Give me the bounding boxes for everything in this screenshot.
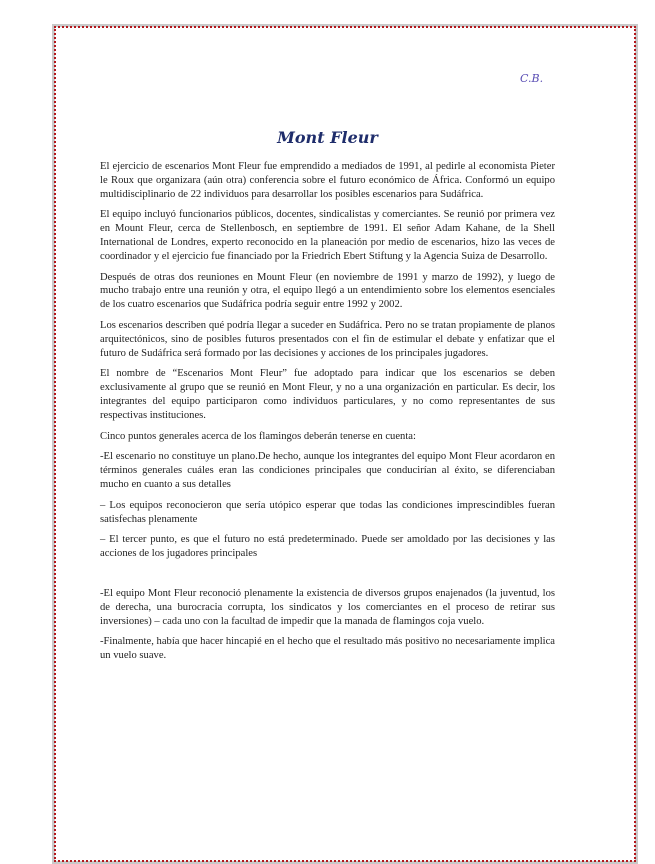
list-item: -El escenario no constituye un plano.De hecho, aunque los integrantes del equipo Mont Fleur acordaron en términos generales cuáles eran las condiciones principales que conducirían al éxito, se diferenciaban mucho en cuanto a sus detalles	[100, 451, 555, 490]
paragraph: El ejercicio de escenarios Mont Fleur fue emprendido a mediados de 1991, al pedirle al economista Pieter le Roux que organizara (aún otra) conferencia sobre el futuro económico de África. Conformó un equipo multidisciplinario de 22 individuos para desarrollar los posibles escenarios para Sudáfrica.	[100, 161, 555, 200]
list-item: -Finalmente, había que hacer hincapié en el hecho que el resultado más positivo no necesariamente implica un vuelo suave.	[100, 636, 555, 662]
document-body	[100, 160, 555, 670]
header-initials: C.B.	[520, 72, 544, 85]
list-item: – El tercer punto, es que el futuro no está predeterminado. Puede ser amoldado por las decisiones y las acciones de los jugadores principales	[100, 534, 555, 560]
list-item: – Los equipos reconocieron que sería utópico esperar que todas las condiciones imprescindibles fueran satisfechas plenamente	[100, 499, 555, 525]
list-item: -El equipo Mont Fleur reconoció plenamente la existencia de diversos grupos enajenados (la juventud, los de derecha, una burocracia corrupta, los sindicatos y los comerciantes en el proceso de retirar sus inversiones) – cada uno con la facultad de impedir que la manada de flamingos coja vuelo.	[100, 587, 555, 627]
paragraph: El nombre de “Escenarios Mont Fleur” fue adoptado para indicar que los escenarios se deben exclusivamente al grupo que se reunió en Mont Fleur, y no a una organización en particular. Es decir, los integrantes del equipo participaron como individuos particulares, y no como representantes de sus respectivas instituciones.	[100, 368, 555, 421]
document-title: Mont Fleur	[277, 128, 378, 147]
paragraph: Cinco puntos generales acerca de los flamingos deberán tenerse en cuenta:	[100, 430, 416, 442]
paragraph: Los escenarios describen qué podría llegar a suceder en Sudáfrica. Pero no se tratan propiamente de planos arquitectónicos, sino de posibles futuros presentados con el fin de estimular el debate y enfatizar que el futuro de Sudáfrica será formado por las decisiones y acciones de los principales jugadores.	[100, 319, 555, 359]
paragraph: Después de otras dos reuniones en Mount Fleur (en noviembre de 1991 y marzo de 1992), y luego de mucho trabajo entre una reunión y otra, el equipo llegó a un entendimiento sobre los elementos esenciales de los cuatro escenarios que Sudáfrica podría seguir entre 1992 y 2002.	[100, 271, 555, 311]
paragraph: El equipo incluyó funcionarios públicos, docentes, sindicalistas y comerciantes. Se reunió por primera vez en Mount Fleur, cerca de Stellenbosch, en septiembre de 1991. El señor Adam Kahane, de la Shell International de Londres, experto reconocido en la planeación por medio de escenarios, hizo las veces de coordinador y el ejercicio fue financiado por la Friedrich Ebert Stiftung y la Agencia Suiza de Desarrollo.	[100, 209, 555, 262]
